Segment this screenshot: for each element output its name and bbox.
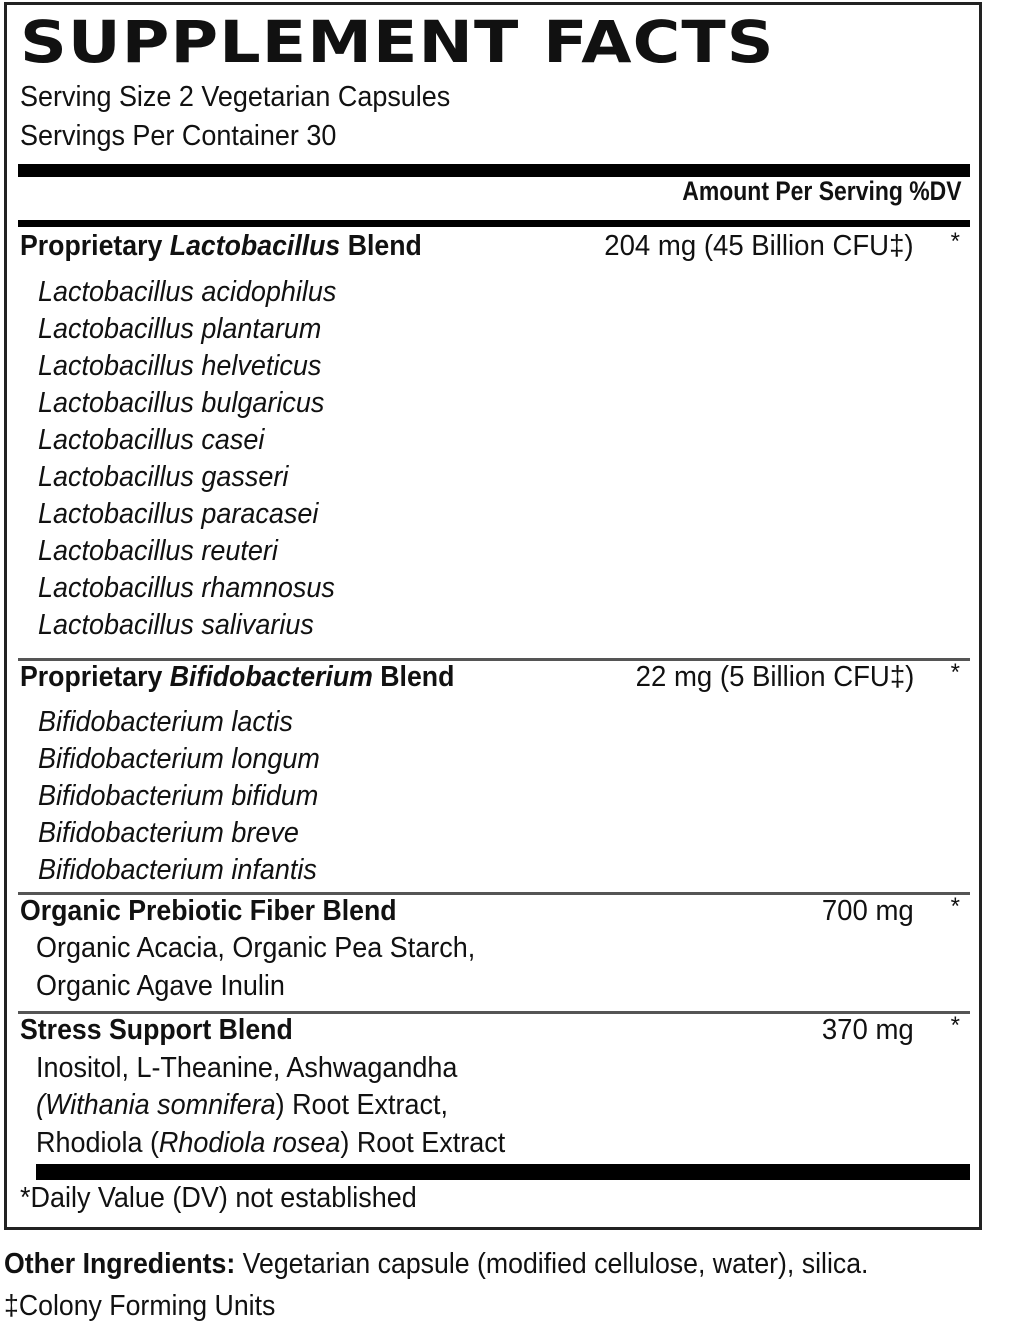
cfu-footnote: ‡Colony Forming Units <box>4 1290 276 1322</box>
ingredient: Bifidobacterium longum <box>38 743 320 775</box>
ingredient: Lactobacillus casei <box>38 424 265 456</box>
ingredient: Lactobacillus acidophilus <box>38 276 337 308</box>
blend-amount: 204 mg (45 Billion CFU‡) <box>604 230 914 262</box>
blend-name: Proprietary Bifidobacterium Blend <box>20 661 455 693</box>
dv-marker: * <box>950 659 960 686</box>
ingredient: Bifidobacterium bifidum <box>38 780 319 812</box>
blend-amount: 370 mg <box>822 1014 914 1046</box>
blend-row-bifidobacterium <box>20 661 960 697</box>
ingredient: Bifidobacterium breve <box>38 817 299 849</box>
ingredient-line: Inositol, L-Theanine, Ashwagandha <box>36 1052 458 1084</box>
blend-name: Stress Support Blend <box>20 1014 293 1046</box>
ingredient: Lactobacillus rhamnosus <box>38 572 335 604</box>
blend-name: Proprietary Lactobacillus Blend <box>20 230 422 262</box>
ingredient: Lactobacillus salivarius <box>38 609 314 641</box>
blend-amount: 22 mg (5 Billion CFU‡) <box>635 661 914 693</box>
dv-marker: * <box>950 1012 960 1039</box>
blend-amount: 700 mg <box>822 895 914 927</box>
blend-row-prebiotic-fiber <box>20 895 960 931</box>
blend-row-stress-support <box>20 1014 960 1050</box>
column-header: Amount Per Serving %DV <box>682 176 962 206</box>
dv-marker: * <box>950 228 960 255</box>
ingredient-line: Organic Agave Inulin <box>36 970 285 1002</box>
header-divider <box>18 220 970 227</box>
ingredient-line: Organic Acacia, Organic Pea Starch, <box>36 932 476 964</box>
ingredient: Bifidobacterium infantis <box>38 854 317 886</box>
ingredient: Lactobacillus plantarum <box>38 313 322 345</box>
serving-size: Serving Size 2 Vegetarian Capsules <box>20 81 451 113</box>
blend-row-lactobacillus <box>20 230 960 266</box>
bottom-thick-divider <box>36 1164 970 1180</box>
servings-per-container: Servings Per Container 30 <box>20 120 337 152</box>
ingredient: Lactobacillus bulgaricus <box>38 387 325 419</box>
blend-name: Organic Prebiotic Fiber Blend <box>20 895 397 927</box>
dv-marker: * <box>950 893 960 920</box>
dv-footnote: *Daily Value (DV) not established <box>20 1182 417 1214</box>
ingredient: Lactobacillus helveticus <box>38 350 322 382</box>
ingredient: Lactobacillus gasseri <box>38 461 289 493</box>
other-ingredients: Other Ingredients: Vegetarian capsule (modified cellulose, water), silica. <box>4 1248 869 1280</box>
panel-title: SUPPLEMENT FACTS <box>20 8 775 76</box>
ingredient-line: (Withania somnifera) Root Extract, <box>36 1089 448 1121</box>
ingredient: Lactobacillus paracasei <box>38 498 319 530</box>
ingredient: Lactobacillus reuteri <box>38 535 278 567</box>
ingredient: Bifidobacterium lactis <box>38 706 293 738</box>
ingredient-line: Rhodiola (Rhodiola rosea) Root Extract <box>36 1127 506 1159</box>
